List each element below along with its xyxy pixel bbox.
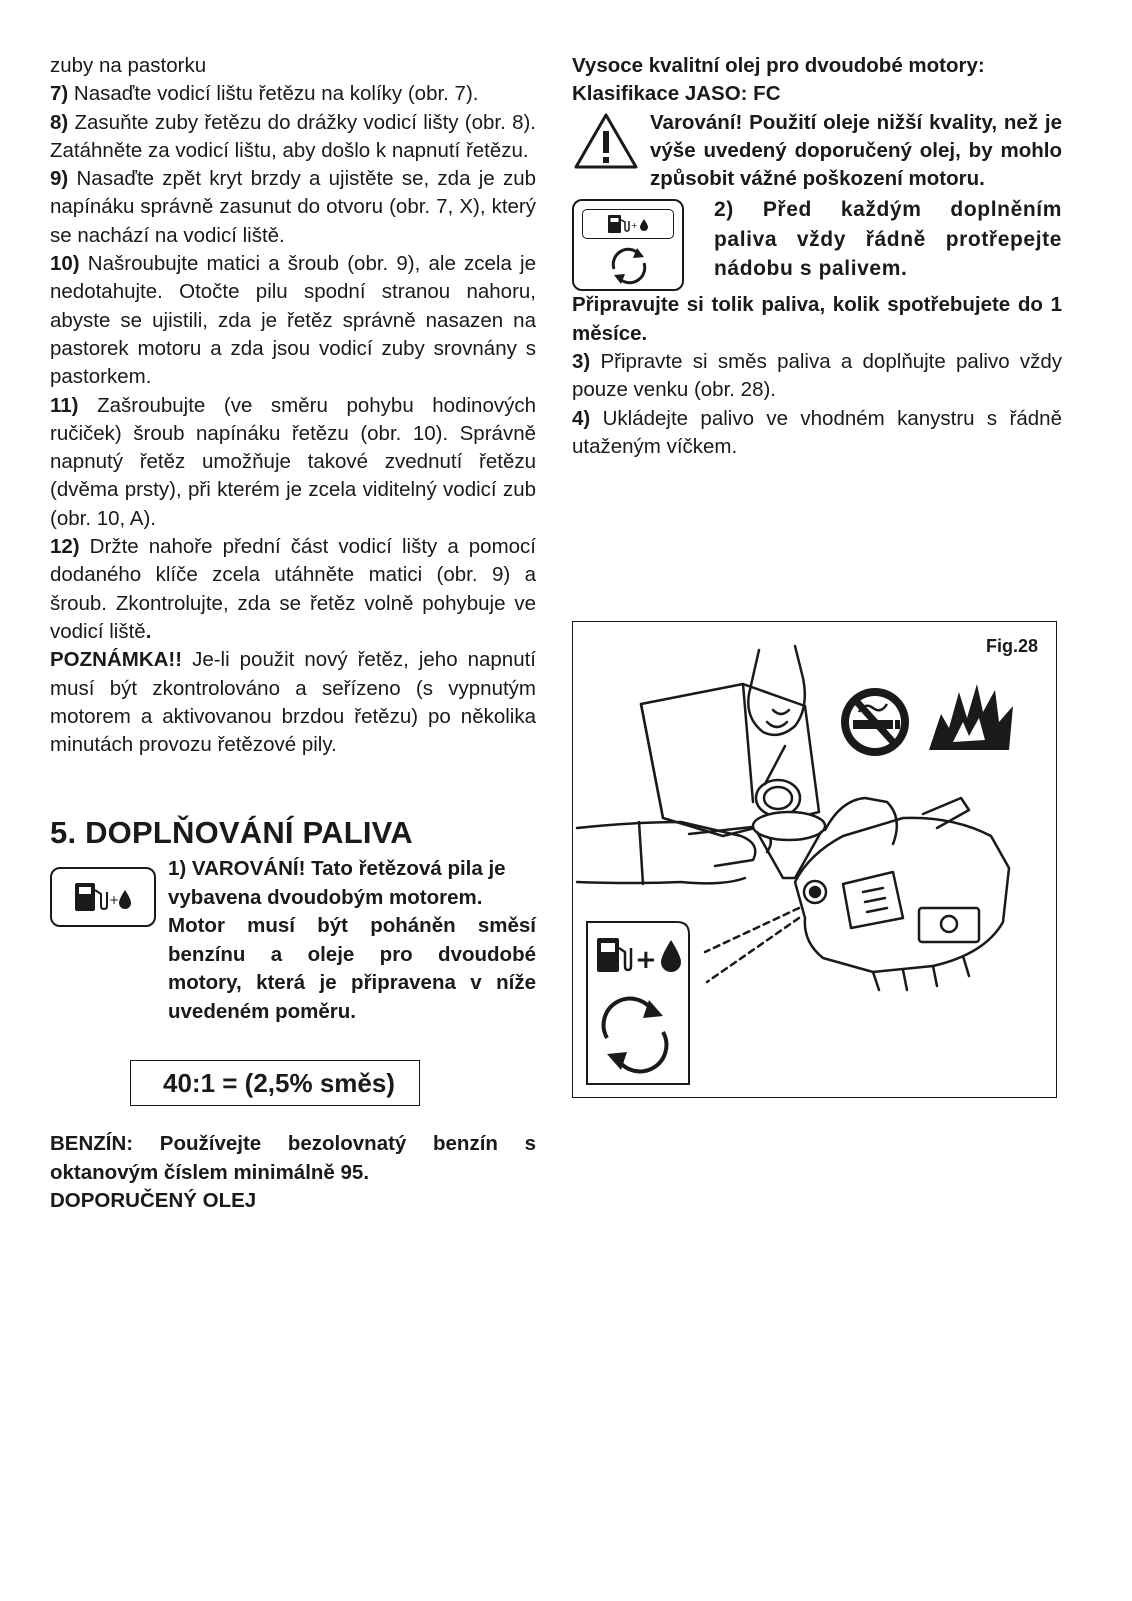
- step-10: [50, 250, 536, 391]
- fuel-shake-large-icon: [587, 922, 689, 1084]
- svg-text:+: +: [635, 945, 657, 975]
- oil-drop-icon: [119, 890, 131, 909]
- fuel-pump-icon: [604, 213, 652, 235]
- fuel-mini-box: [582, 209, 674, 239]
- step-number: 8): [50, 110, 69, 134]
- oil-warning-block: [572, 109, 1062, 194]
- step-12: [50, 533, 536, 646]
- step-text: Našroubujte matici a šroub (obr. 9), ale zcela je nedotahujte. Otočte pilu spodní stranou nahoru, abyste se ujistili, zda je řetěz správně nasazen na pastorek motoru a zda jsou vodicí zuby srovnány s pastorkem.: [50, 252, 536, 389]
- jaso-class: Klasifikace JASO: FC: [572, 82, 781, 106]
- step-8: [50, 109, 536, 166]
- svg-text:+: +: [631, 221, 638, 231]
- svg-text:+: +: [109, 893, 120, 908]
- recommended-oil: DOPORUČENÝ OLEJ: [50, 1189, 257, 1213]
- step-2-block: [572, 195, 1062, 291]
- step-number: 12): [50, 535, 80, 559]
- step-7: [50, 80, 536, 108]
- step-number: 11): [50, 393, 79, 417]
- flame-icon: [929, 684, 1013, 750]
- note-label: POZNÁMKA!!: [50, 648, 183, 672]
- step-4: [572, 405, 1062, 462]
- no-smoking-icon: [841, 688, 909, 756]
- shake-rotate-icon: [604, 243, 654, 287]
- left-column: [50, 52, 536, 1215]
- warning-1-block: [50, 855, 536, 1026]
- step-2-text: 2) Před každým doplněním paliva vždy řádně protřepejte nádobu s palivem.: [714, 198, 1062, 281]
- figure-28: [572, 621, 1057, 1098]
- step-text: Ukládejte palivo ve vhodném kanystru s řádně utaženým víčkem.: [572, 406, 1062, 458]
- note-text: Je-li použit nový řetěz, jeho napnutí musí být zkontrolováno a seřízeno (s vypnutým motorem a aktivovanou brzdou řetězu) po několika minutách provozu řetězové pily.: [50, 648, 536, 757]
- petrol-info: BENZÍN: Používejte bezolovnatý benzín s oktanovým číslem minimálně 95.: [50, 1132, 536, 1184]
- fuel-oil-icon-box: [50, 867, 156, 927]
- warning-1-rest: Motor musí být poháněn směsí benzínu a oleje pro dvoudobé motory, která je připravena v níže uvedeném poměru.: [168, 914, 536, 1023]
- oil-warning-text: Varování! Použití oleje nižší kvality, než je výše uvedený doporučený olej, by mohlo způsobit vážné poškození motoru.: [650, 110, 1062, 191]
- step-11: [50, 392, 536, 533]
- prepare-fuel: Připravujte si tolik paliva, kolik spotřebujete do 1 měsíce.: [572, 293, 1062, 345]
- step-text: Nasaďte vodicí lištu řetězu na kolíky (obr. 7).: [68, 82, 479, 106]
- step-end: .: [145, 619, 152, 643]
- figure-label: Fig.28: [985, 636, 1038, 656]
- fuel-pump-icon: [71, 880, 135, 914]
- step-text: Nasaďte zpět kryt brzdy a ujistěte se, zda je zub napínáku správně zasunut do otvoru (obr. 7, X), který se nachází na vodicí liště.: [50, 167, 536, 247]
- section-heading: 5. DOPLŇOVÁNÍ PALIVA: [50, 815, 413, 851]
- note: [50, 646, 536, 759]
- step-number: 4): [572, 406, 591, 430]
- mix-ratio-box: 40:1 = (2,5% směs): [130, 1060, 420, 1106]
- right-column: [572, 52, 1062, 461]
- oil-drop-icon: [640, 219, 648, 231]
- step-number: 3): [572, 350, 591, 374]
- step-3: [572, 348, 1062, 405]
- step-9: [50, 165, 536, 250]
- step-number: 7): [50, 82, 69, 106]
- fuel-shake-icon-box: [572, 199, 684, 291]
- warning-1-lead: 1) VAROVÁNÍ! Tato řetězová pila je vybavena dvoudobým motorem.: [168, 857, 506, 909]
- refuel-illustration: [573, 622, 1055, 1096]
- step-number: 9): [50, 167, 69, 191]
- warning-triangle-icon: [572, 111, 640, 171]
- warning-1-text: [168, 855, 536, 1026]
- step-text: Zašroubujte (ve směru pohybu hodinových ručiček) šroub napínáku řetězu (obr. 10). Správně napnutý řetěz umožňuje takové zvednutí řetězu (dvěma prsty), při kterém je zcela viditelný vodicí zub (obr. 10, A).: [50, 393, 536, 530]
- step-text: Zasuňte zuby řetězu do drážky vodicí lišty (obr. 8). Zatáhněte za vodicí lištu, aby došlo k napnutí řetězu.: [50, 110, 536, 162]
- oil-title: Vysoce kvalitní olej pro dvoudobé motory:: [572, 54, 985, 77]
- step-text: Držte nahoře přední část vodicí lišty a pomocí dodaného klíče zcela utáhněte matici (obr. 9) a šroub. Zkontrolujte, zda se řetěz volně pohybuje ve vodicí liště: [50, 535, 536, 643]
- step-text: Připravte si směs paliva a doplňujte palivo vždy pouze venku (obr. 28).: [572, 350, 1062, 402]
- paragraph: zuby na pastorku: [50, 54, 207, 77]
- step-number: 10): [50, 252, 80, 276]
